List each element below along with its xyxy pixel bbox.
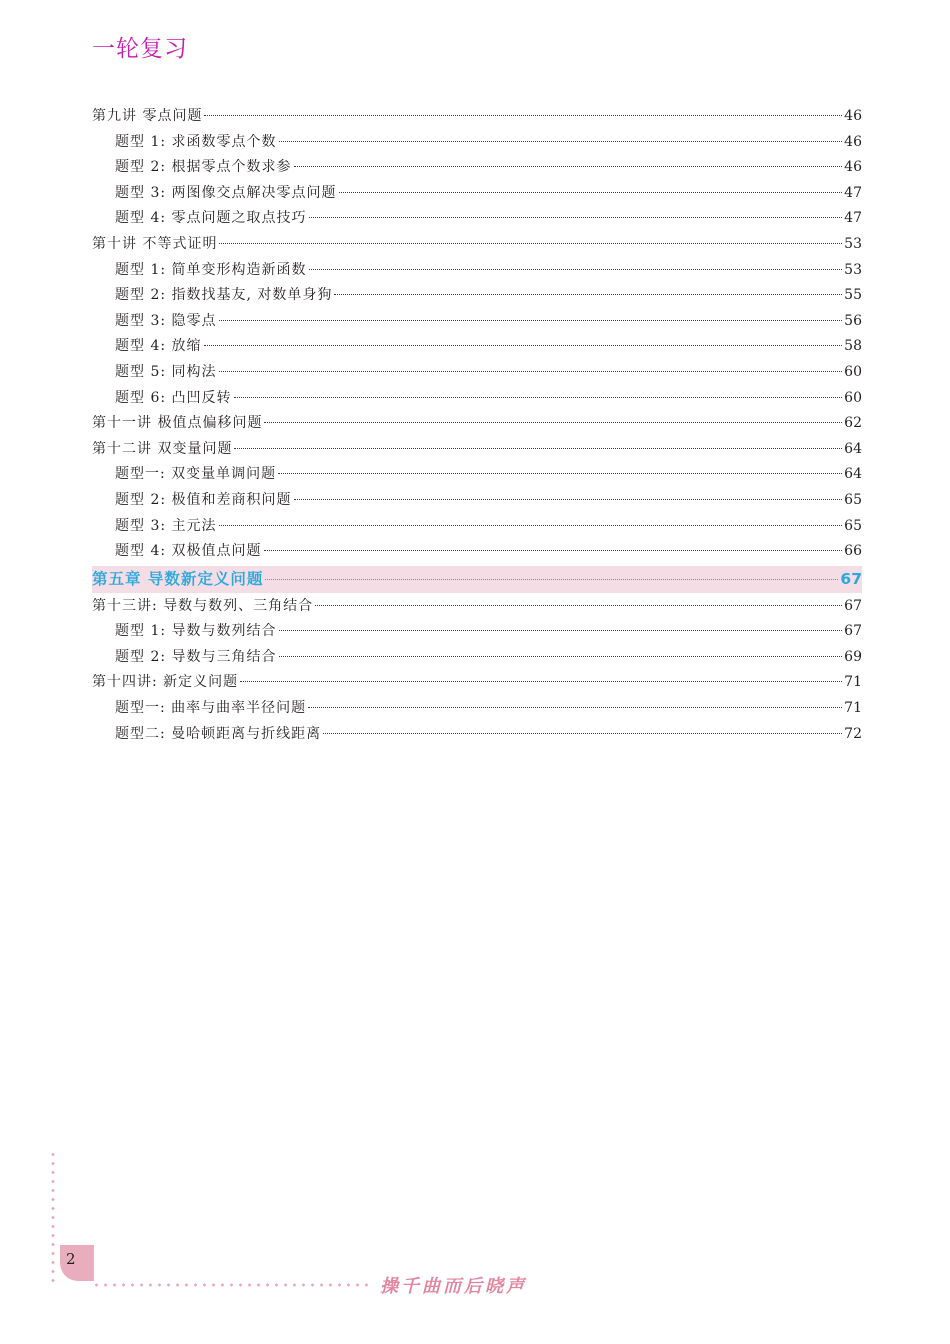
toc-entry-label: 题型一: 双变量单调问题 [115, 466, 277, 483]
toc-dot-leader [219, 243, 842, 244]
toc-entry-label: 题型 2: 指数找基友, 对数单身狗 [115, 287, 333, 304]
toc-entry-label: 题型 2: 根据零点个数求参 [115, 159, 292, 176]
toc-topic-row[interactable] [92, 386, 862, 412]
toc-entry-label: 题型 6: 凸凹反转 [115, 389, 232, 406]
footer-slogan: 操千曲而后晓声 [380, 1276, 527, 1297]
toc-entry-label: 题型 1: 求函数零点个数 [115, 133, 277, 150]
toc-topic-row[interactable] [92, 539, 862, 565]
toc-lecture-row[interactable] [92, 104, 862, 130]
page-number: 2 [66, 1250, 76, 1268]
toc-topic-row[interactable] [92, 155, 862, 181]
decorative-dotted-line-horizontal [92, 1283, 374, 1287]
toc-dot-leader [219, 371, 843, 372]
toc-topic-row[interactable] [92, 645, 862, 671]
toc-topic-row[interactable] [92, 258, 862, 284]
toc-entry-label: 题型 2: 极值和差商积问题 [115, 491, 292, 508]
toc-lecture-row[interactable] [92, 670, 862, 696]
toc-topic-row[interactable] [92, 488, 862, 514]
toc-page-number: 72 [844, 725, 862, 742]
toc-dot-leader [265, 579, 838, 580]
toc-dot-leader [279, 656, 843, 657]
toc-page-number: 60 [844, 363, 862, 380]
toc-entry-label: 第十四讲: 新定义问题 [92, 674, 239, 691]
toc-dot-leader [240, 681, 842, 682]
toc-page-number: 67 [844, 597, 862, 614]
toc-entry-label: 题型 3: 两图像交点解决零点问题 [115, 184, 337, 201]
toc-entry-label: 第十二讲 双变量问题 [92, 440, 233, 457]
toc-dot-leader [278, 473, 842, 474]
toc-page-number: 64 [844, 440, 862, 457]
toc-dot-leader [264, 550, 843, 551]
toc-dot-leader [309, 269, 843, 270]
toc-topic-row[interactable] [92, 206, 862, 232]
toc-entry-label: 题型 3: 隐零点 [115, 312, 217, 329]
toc-dot-leader [294, 499, 843, 500]
toc-entry-label: 第九讲 零点问题 [92, 108, 203, 124]
toc-entry-label: 题型 1: 简单变形构造新函数 [115, 261, 307, 278]
toc-entry-label: 第十三讲: 导数与数列、三角结合 [92, 597, 314, 614]
toc-entry-label: 第十一讲 极值点偏移问题 [92, 415, 263, 432]
toc-entry-label: 题型 4: 放缩 [115, 338, 202, 355]
toc-page-number: 66 [844, 543, 862, 560]
toc-entry-label: 题型 4: 双极值点问题 [115, 543, 262, 560]
toc-dot-leader [234, 397, 843, 398]
toc-topic-row[interactable] [92, 722, 862, 748]
decorative-dotted-line-vertical [51, 1150, 55, 1282]
toc-page-number: 65 [844, 491, 862, 508]
toc-dot-leader [204, 345, 843, 346]
toc-page-number: 47 [844, 184, 862, 201]
toc-lecture-row[interactable] [92, 437, 862, 463]
toc-page-number: 46 [844, 133, 862, 150]
toc-page-number: 56 [844, 312, 862, 329]
toc-dot-leader [204, 115, 842, 116]
toc-topic-row[interactable] [92, 514, 862, 540]
toc-page-number: 67 [844, 623, 862, 640]
toc-entry-label: 题型一: 曲率与曲率半径问题 [115, 700, 307, 717]
toc-lecture-row[interactable] [92, 594, 862, 620]
toc-entry-label: 题型 5: 同构法 [115, 363, 217, 380]
toc-page-number: 55 [844, 287, 862, 304]
toc-chapter-row[interactable] [92, 566, 862, 593]
toc-entry-label: 题型 1: 导数与数列结合 [115, 623, 277, 640]
toc-topic-row[interactable] [92, 462, 862, 488]
toc-topic-row[interactable] [92, 360, 862, 386]
toc-dot-leader [264, 422, 842, 423]
toc-topic-row[interactable] [92, 696, 862, 722]
toc-dot-leader [219, 525, 843, 526]
toc-page-number: 65 [844, 517, 862, 534]
toc-page-number: 46 [844, 159, 862, 176]
toc-dot-leader [234, 448, 842, 449]
toc-page-number: 47 [844, 210, 862, 227]
toc-topic-row[interactable] [92, 130, 862, 156]
toc-dot-leader [309, 217, 843, 218]
toc-page-number: 53 [844, 235, 862, 252]
toc-dot-leader [334, 294, 842, 295]
header-title: 一轮复习 [92, 36, 188, 62]
toc-page-number: 71 [844, 674, 862, 691]
toc-dot-leader [279, 141, 843, 142]
toc-topic-row[interactable] [92, 283, 862, 309]
toc-dot-leader [294, 166, 843, 167]
toc-entry-label: 题型 2: 导数与三角结合 [115, 648, 277, 665]
toc-dot-leader [339, 192, 843, 193]
toc-dot-leader [323, 733, 842, 734]
table-of-contents [92, 104, 862, 747]
toc-page-number: 46 [844, 108, 862, 124]
toc-entry-label: 题型二: 曼哈顿距离与折线距离 [115, 725, 322, 742]
toc-page-number: 71 [844, 700, 862, 717]
toc-page-number: 69 [844, 648, 862, 665]
toc-lecture-row[interactable] [92, 411, 862, 437]
toc-topic-row[interactable] [92, 181, 862, 207]
toc-entry-label: 题型 4: 零点问题之取点技巧 [115, 210, 307, 227]
toc-page-number: 58 [844, 338, 862, 355]
toc-lecture-row[interactable] [92, 232, 862, 258]
toc-dot-leader [315, 605, 842, 606]
toc-entry-label: 题型 3: 主元法 [115, 517, 217, 534]
toc-topic-row[interactable] [92, 619, 862, 645]
toc-page-number: 53 [844, 261, 862, 278]
toc-page-number: 62 [844, 415, 862, 432]
toc-entry-label: 第五章 导数新定义问题 [92, 569, 264, 588]
toc-page-number: 60 [844, 389, 862, 406]
toc-dot-leader [308, 707, 842, 708]
toc-topic-row[interactable] [92, 334, 862, 360]
toc-topic-row[interactable] [92, 309, 862, 335]
toc-dot-leader [219, 320, 843, 321]
toc-page-number: 67 [840, 569, 862, 588]
toc-dot-leader [279, 630, 843, 631]
toc-page-number: 64 [844, 466, 862, 483]
toc-entry-label: 第十讲 不等式证明 [92, 235, 218, 252]
